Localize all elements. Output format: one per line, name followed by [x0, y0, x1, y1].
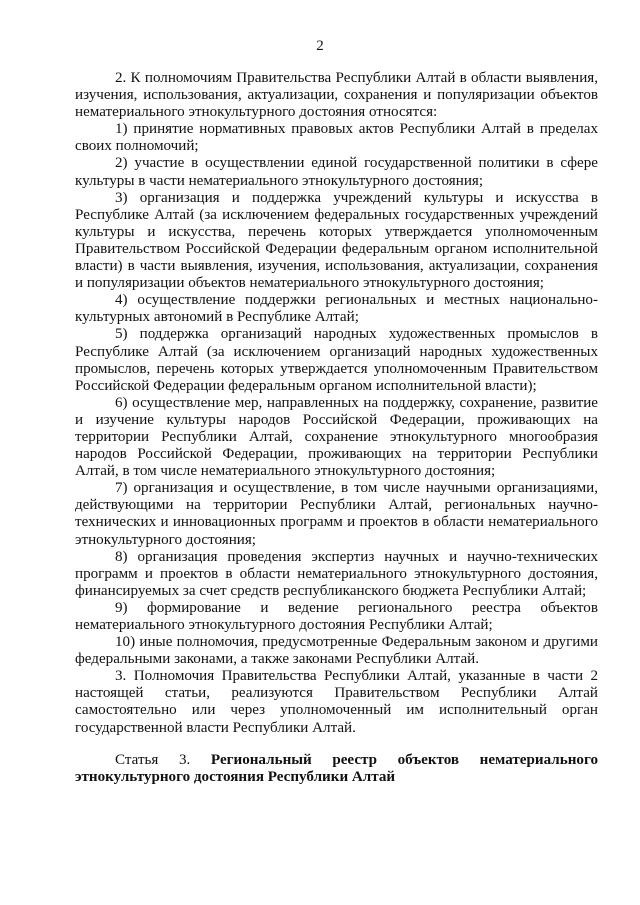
list-item-2: 2) участие в осуществлении единой государственной политики в сфере культуры в части нематериального этнокультурного достояния;	[75, 155, 598, 189]
article-number: Статья 3.	[115, 751, 191, 768]
list-item-4: 4) осуществление поддержки региональных и местных национально-культурных автономий в Республике Алтай;	[75, 292, 598, 326]
list-item-9: 9) формирование и ведение регионального реестра объектов нематериального этнокультурного достояния Республики Алтай;	[75, 599, 598, 633]
list-item-5: 5) поддержка организаций народных художественных промыслов в Республике Алтай (за исключением организаций народных художественных промыслов, перечень которых утверждается уполномоченным Правительством Российской Федерации федеральным органом исполнительной власти);	[75, 326, 598, 394]
list-item-6: 6) осуществление мер, направленных на поддержку, сохранение, развитие и изучение культуры народов Российской Федерации, проживающих на территории Республики Алтай, сохранение этнокультурного многообразия народов Российской Федерации, проживающих на территории Республики Алтай, в том числе нематериального этнокультурного достояния;	[75, 394, 598, 480]
list-item-10: 10) иные полномочия, предусмотренные Федеральным законом и другими федеральными законами, а также законами Республики Алтай.	[75, 634, 598, 668]
article-title: Региональный реестр объектов нематериального этнокультурного достояния Республики Алтай	[75, 751, 598, 785]
page-number: 2	[316, 38, 324, 54]
list-item-7: 7) организация и осуществление, в том числе научными организациями, действующими на территории Республики Алтай, региональных научно-технических и инновационных программ и проектов в области нематериального этнокультурного достояния;	[75, 480, 598, 548]
document-body	[75, 70, 598, 786]
paragraph-part-2-intro: 2. К полномочиям Правительства Республики Алтай в области выявления, изучения, использования, актуализации, сохранения и популяризации объектов нематериального этнокультурного достояния относятся:	[75, 70, 598, 121]
list-item-3: 3) организация и поддержка учреждений культуры и искусства в Республике Алтай (за исключением федеральных государственных учреждений культуры и искусства, перечень которых утверждается уполномоченным Правительством Российской Федерации федеральным органом исполнительной власти) в части выявления, изучения, использования, актуализации, сохранения и популяризации объектов нематериального этнокультурного достояния;	[75, 189, 598, 292]
paragraph-part-3: 3. Полномочия Правительства Республики Алтай, указанные в части 2 настоящей статьи, реализуются Правительством Республики Алтай самостоятельно или через уполномоченный им исполнительный орган государственной власти Республики Алтай.	[75, 668, 598, 736]
article-heading	[75, 752, 598, 786]
list-item-1: 1) принятие нормативных правовых актов Республики Алтай в пределах своих полномочий;	[75, 121, 598, 155]
list-item-8: 8) организация проведения экспертиз научных и научно-технических программ и проектов в области нематериального этнокультурного достояния, финансируемых за счет средств республиканского бюджета Республики Алтай;	[75, 548, 598, 599]
